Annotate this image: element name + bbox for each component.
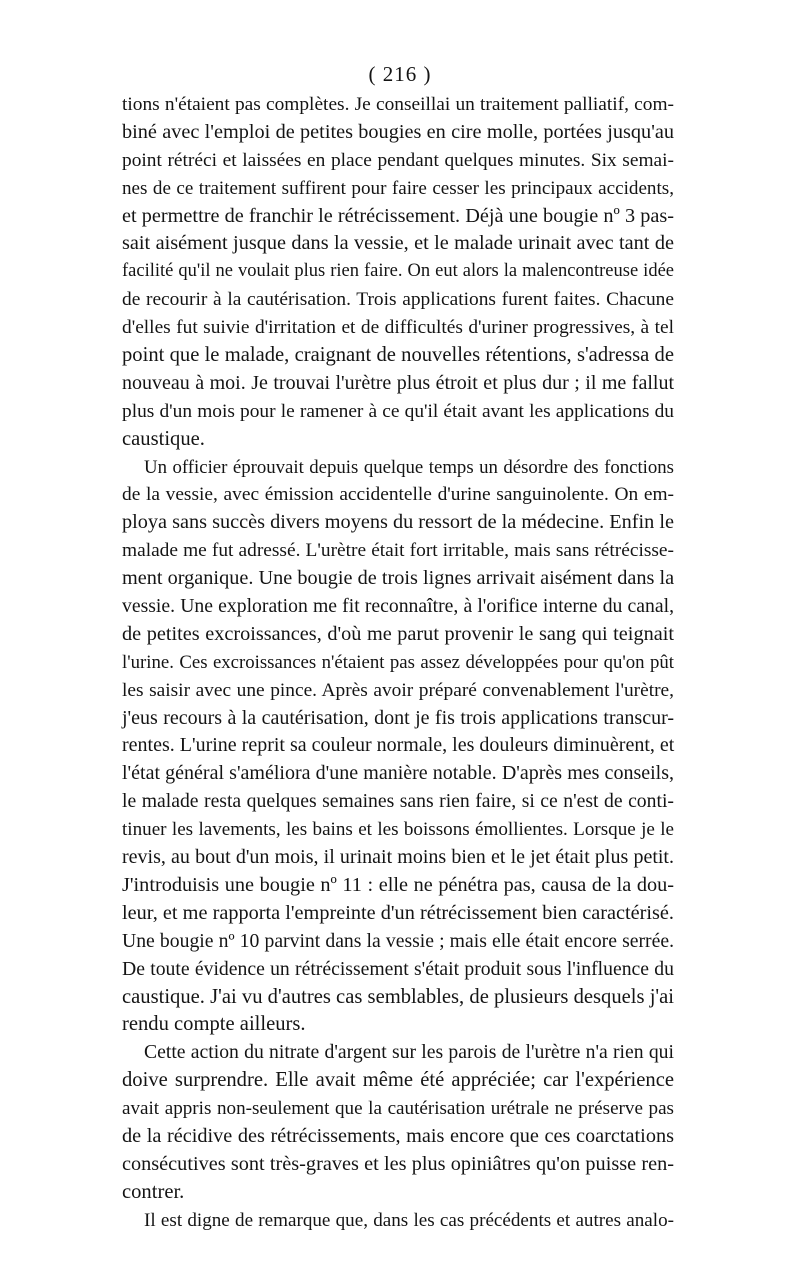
text-line: d'elles fut suivie d'irritation et de difficultés d'uriner progressives, à tel — [122, 317, 674, 339]
text-line: leur, et me rapporta l'empreinte d'un rétrécissement bien caractérisé. — [122, 901, 674, 924]
text-line: l'urine. Ces excroissances n'étaient pas assez développées pour qu'on pût — [122, 651, 674, 673]
text-line: ploya sans succès divers moyens du ressort de la médecine. Enfin le — [122, 511, 674, 534]
text-line: revis, au bout d'un mois, il urinait moins bien et le jet était plus petit. — [122, 846, 674, 869]
text-line: doive surprendre. Elle avait même été appréciée; car l'expérience — [122, 1069, 674, 1092]
text-line: nouveau à moi. Je trouvai l'urètre plus étroit et plus dur ; il me fallut — [122, 371, 674, 394]
text-line: rentes. L'urine reprit sa couleur normale, les douleurs diminuèrent, et — [122, 734, 675, 757]
text-line: de petites excroissances, d'où me parut provenir le sang qui teignait — [122, 622, 674, 645]
text-line: contrer. — [122, 1180, 185, 1203]
text-line: ment organique. Une bougie de trois lignes arrivait aisément dans la — [122, 567, 675, 590]
text-line: tinuer les lavements, les bains et les boissons émollientes. Lorsque je le — [122, 819, 674, 841]
text-line: de la récidive des rétrécissements, mais encore que ces coarctations — [122, 1124, 674, 1147]
text-line: et permettre de franchir le rétrécissement. Déjà une bougie nº 3 pas- — [122, 204, 674, 227]
body-text — [122, 91, 674, 1235]
text-line: De toute évidence un rétrécissement s'était produit sous l'influence du — [122, 957, 674, 980]
text-line: l'état général s'améliora d'une manière notable. D'après mes conseils, — [122, 762, 674, 785]
text-line: caustique. J'ai vu d'autres cas semblables, de plusieurs desquels j'ai — [122, 985, 674, 1008]
text-line: caustique. — [122, 427, 205, 450]
text-line: vessie. Une exploration me fit reconnaître, à l'orifice interne du canal, — [122, 595, 674, 618]
text-line: facilité qu'il ne voulait plus rien faire. On eut alors la malencontreuse idée — [122, 261, 674, 282]
page-number: ( 216 ) — [368, 62, 432, 86]
text-line: Il est digne de remarque que, dans les cas précédents et autres analo- — [144, 1209, 674, 1231]
text-line: sait aisément jusque dans la vessie, et le malade urinait avec tant de — [122, 232, 674, 255]
text-line: consécutives sont très-graves et les plus opiniâtres qu'on puisse ren- — [122, 1152, 674, 1175]
text-line: les saisir avec une pince. Après avoir préparé convenablement l'urètre, — [122, 679, 674, 701]
text-line: de la vessie, avec émission accidentelle d'urine sanguinolente. On em- — [122, 484, 674, 506]
text-line: J'introduisis une bougie nº 11 : elle ne pénétra pas, causa de la dou- — [122, 873, 674, 896]
text-line: point rétréci et laissées en place pendant quelques minutes. Six semai- — [122, 149, 674, 171]
text-line: rendu compte ailleurs. — [122, 1013, 306, 1036]
text-line: malade me fut adressé. L'urètre était fort irritable, mais sans rétrécisse- — [122, 540, 674, 562]
text-line: Une bougie nº 10 parvint dans la vessie ; mais elle était encore serrée. — [122, 929, 674, 952]
text-line: point que le malade, craignant de nouvelles rétentions, s'adressa de — [122, 344, 674, 367]
text-line: avait appris non-seulement que la cautérisation urétrale ne préserve pas — [122, 1098, 674, 1120]
text-line: j'eus recours à la cautérisation, dont je fis trois applications transcur- — [122, 706, 674, 729]
text-line: plus d'un mois pour le ramener à ce qu'il était avant les applications du — [122, 400, 674, 422]
text-line: Cette action du nitrate d'argent sur les parois de l'urètre n'a rien qui — [144, 1041, 674, 1064]
text-line: nes de ce traitement suffirent pour faire cesser les principaux accidents, — [122, 177, 674, 199]
text-line: tions n'étaient pas complètes. Je conseillai un traitement palliatif, com- — [122, 94, 674, 115]
text-line: de recourir à la cautérisation. Trois applications furent faites. Chacune — [122, 289, 674, 311]
text-line: le malade resta quelques semaines sans rien faire, si ce n'est de conti- — [122, 790, 674, 813]
text-line: Un officier éprouvait depuis quelque temps un désordre des fonctions — [144, 456, 674, 478]
text-line: biné avec l'emploi de petites bougies en cire molle, portées jusqu'au — [122, 120, 674, 143]
